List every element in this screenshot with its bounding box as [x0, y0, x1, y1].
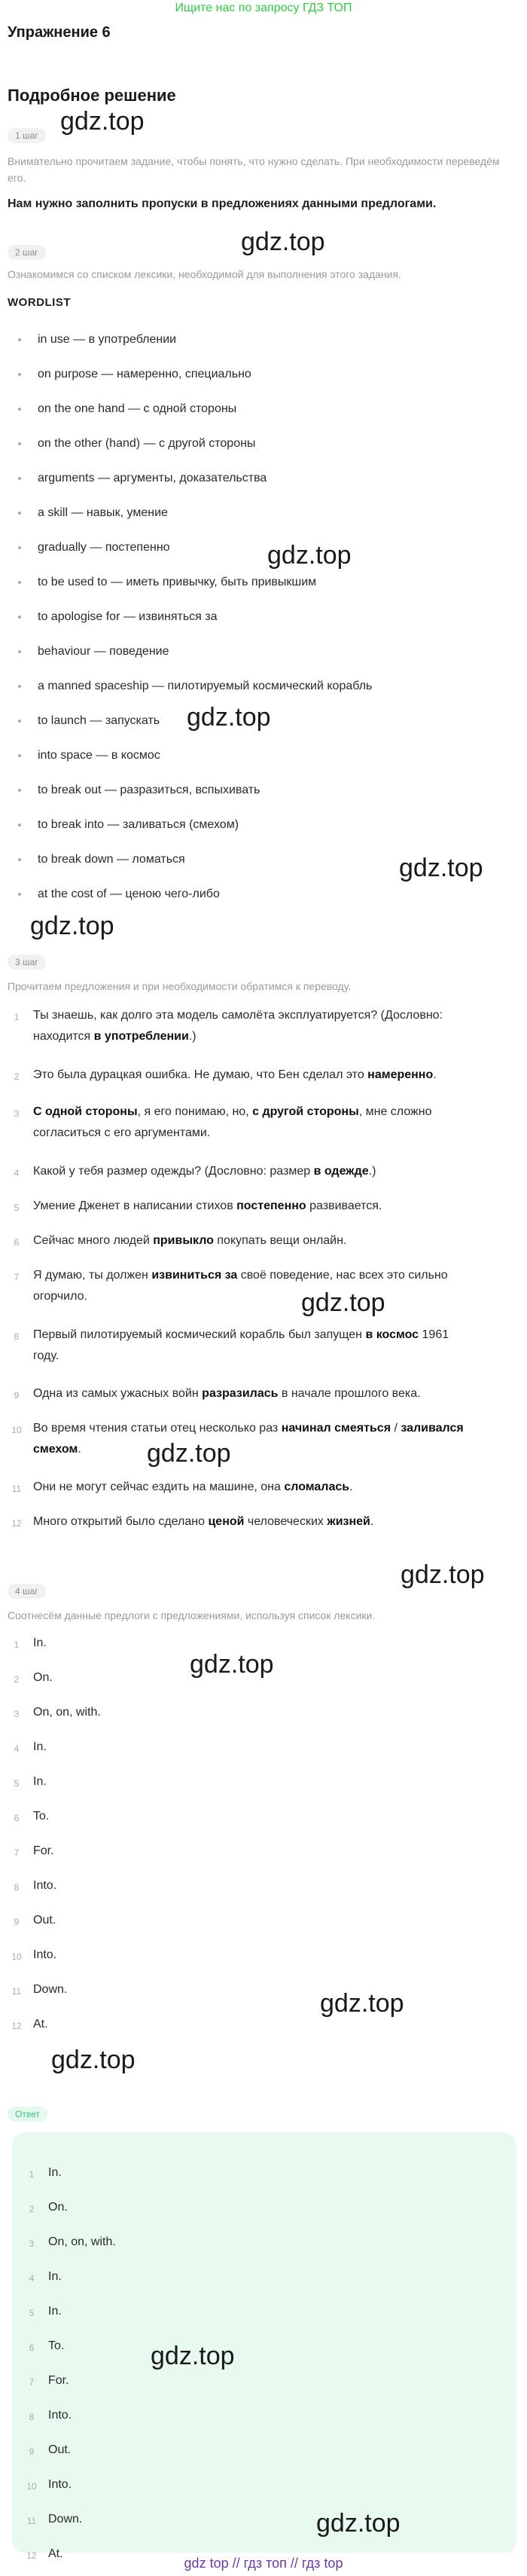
item-number: 2 [29, 2204, 35, 2214]
bullet-icon [18, 789, 21, 792]
wordlist-item-text: on purpose — намеренно, специально [38, 368, 251, 380]
wordlist-item-text: to be used to — иметь привычку, быть привыкшим [38, 576, 317, 588]
answer-item [23, 2509, 527, 2530]
wordlist-item-text: to apologise for — извиняться за [38, 610, 218, 623]
answer-text: In. [33, 1740, 47, 1753]
item-number: 6 [29, 2342, 35, 2353]
wordlist-item-text: to break out — разразиться, вспыхивать [38, 784, 260, 796]
item-number: 4 [14, 1743, 20, 1754]
answer-item [23, 2301, 527, 2322]
bullet-icon [18, 581, 21, 584]
answer-badge: Ответ [8, 2107, 47, 2122]
answer-text: In. [33, 1775, 47, 1788]
wordlist-item-text: to launch — запускать [38, 714, 160, 727]
answer-text: Down. [33, 1983, 68, 1996]
step-badge: 3 шаг [8, 955, 46, 970]
sentence-12: 12 Много открытий было сделано ценой человеческих жизней. [11, 1515, 374, 1529]
bullet-icon [18, 546, 21, 549]
answer-item [23, 2162, 527, 2183]
wordlist-item [15, 469, 512, 488]
footer-links[interactable]: gdz top // гдз топ // гдз top [184, 2556, 343, 2571]
step-instruction: Прочитаем предложения и при необходимости обратимся к переводу. [8, 980, 352, 992]
item-number: 9 [14, 1917, 20, 1927]
bullet-icon [18, 512, 21, 515]
bullet-icon [18, 824, 21, 827]
top-banner[interactable]: Ищите нас по запросу ГДЗ ТОП [175, 2, 352, 14]
watermark: gdz.top [320, 1989, 404, 2018]
answer-text: For. [33, 1844, 54, 1857]
wordlist-item [15, 434, 512, 454]
sentence-10: 10 Во время чтения статьи отец несколько раз начинал смеяться / заливался смехом. [11, 1422, 464, 1456]
wordlist-item [15, 815, 512, 835]
sentence-3: 3 С одной стороны, я его понимаю, но, с другой стороны, мне сложно согласиться с его аргументами. [14, 1105, 432, 1139]
item-number: 1 [29, 2169, 35, 2180]
wordlist-item [15, 677, 512, 696]
answer-item [8, 1702, 519, 1723]
wordlist-item-text: into space — в космос [38, 749, 160, 762]
answer-text: At. [33, 2018, 48, 2031]
wordlist-item [15, 642, 512, 662]
answer-text: Out. [48, 2443, 72, 2456]
watermark: gdz.top [51, 2046, 136, 2074]
answer-text: Into. [33, 1879, 57, 1892]
answer-text: On. [33, 1671, 53, 1684]
watermark: gdz.top [399, 854, 483, 882]
answer-text: Into. [48, 2478, 72, 2491]
watermark: gdz.top [30, 912, 114, 940]
step-badge: 1 шаг [8, 128, 46, 143]
sentence-9: 9 Одна из самых ужасных войн разразилась в начале прошлого века. [14, 1387, 421, 1401]
bullet-icon [18, 650, 21, 653]
wordlist-item-text: gradually — постепенно [38, 541, 170, 554]
item-number: 9 [29, 2446, 35, 2457]
step-badge: 2 шаг [8, 245, 46, 260]
answer-text: In. [48, 2270, 62, 2283]
bullet-icon [18, 373, 21, 376]
answer-item [23, 2336, 527, 2357]
bullet-icon [18, 616, 21, 619]
answer-item [23, 2197, 527, 2218]
answer-item [8, 1910, 519, 1931]
bullet-icon [18, 754, 21, 757]
bullet-icon [18, 338, 21, 341]
bullet-icon [18, 720, 21, 723]
answer-item [8, 1806, 519, 1827]
item-number: 7 [29, 2377, 35, 2388]
bullet-icon [18, 477, 21, 480]
bullet-icon [18, 858, 21, 861]
watermark: gdz.top [301, 1288, 385, 1317]
item-number: 12 [26, 2550, 37, 2561]
answer-item [8, 1875, 519, 1896]
item-number: 7 [14, 1847, 20, 1858]
answer-text: Down. [48, 2513, 83, 2526]
sentence-6: 6 Сейчас много людей привыкло покупать вещи онлайн. [14, 1234, 347, 1248]
wordlist-item [15, 885, 512, 904]
wordlist-item-text: to break down — ломаться [38, 853, 185, 866]
bullet-icon [18, 685, 21, 688]
answer-item [8, 1737, 519, 1758]
item-number: 3 [14, 1709, 20, 1719]
answer-text: On. [48, 2201, 68, 2214]
sentence-7: 7 Я думаю, ты должен извиниться за своё поведение, нас всех это сильно огорчило. [14, 1269, 448, 1303]
answer-item [23, 2266, 527, 2287]
answer-text: On, on, with. [48, 2235, 116, 2248]
watermark: gdz.top [60, 107, 145, 136]
item-number: 10 [26, 2481, 37, 2492]
wordlist-item [15, 746, 512, 765]
answer-item [8, 2014, 519, 2035]
answer-item [8, 1979, 519, 2000]
step-instruction: Соотнесём данные предлоги с предложениями, используя список лексики. [8, 1609, 376, 1621]
answer-text: In. [48, 2305, 62, 2318]
bullet-icon [18, 442, 21, 445]
step-instruction: Ознакомимся со списком лексики, необходимой для выполнения этого задания. [8, 268, 401, 280]
item-number: 1 [14, 1639, 20, 1650]
answer-text: Out. [33, 1914, 56, 1927]
answer-text: To. [48, 2339, 65, 2352]
watermark: gdz.top [187, 703, 271, 732]
item-number: 3 [29, 2238, 35, 2249]
wordlist-item [15, 607, 512, 627]
watermark: gdz.top [151, 2342, 235, 2370]
wordlist-item-text: on the one hand — с одной стороны [38, 402, 237, 415]
step-instruction: Внимательно прочитаем задание, чтобы понять, что нужно сделать. При необходимости переведём его. [8, 155, 500, 184]
watermark: gdz.top [267, 541, 352, 570]
wordlist-item [15, 538, 512, 558]
answer-text: For. [48, 2374, 69, 2387]
wordlist-item-text: behaviour — поведение [38, 645, 169, 658]
watermark: gdz.top [401, 1560, 485, 1589]
wordlist-item [15, 781, 512, 800]
answer-item [23, 2405, 527, 2426]
bullet-icon [18, 893, 21, 896]
answer-text: At. [48, 2547, 63, 2560]
answer-item [23, 2232, 527, 2253]
item-number: 11 [11, 1986, 22, 1997]
wordlist-item [15, 573, 512, 592]
answer-text: In. [48, 2166, 62, 2179]
page-title: Упражнение 6 [8, 24, 111, 41]
answer-text: Into. [48, 2409, 72, 2422]
wordlist-item [15, 399, 512, 419]
item-number: 2 [14, 1674, 20, 1685]
wordlist-item-text: a skill — навык, умение [38, 506, 168, 519]
answer-text: In. [33, 1636, 47, 1649]
answer-text: Into. [33, 1948, 57, 1961]
item-number: 12 [11, 2021, 22, 2031]
item-number: 5 [14, 1778, 20, 1789]
item-number: 11 [26, 2516, 37, 2526]
item-number: 5 [29, 2308, 35, 2318]
answer-text: On, on, with. [33, 1706, 101, 1719]
section-title: Подробное решение [8, 86, 176, 105]
item-number: 10 [11, 1951, 22, 1962]
item-number: 8 [29, 2412, 35, 2422]
wordlist-item-text: arguments — аргументы, доказательства [38, 472, 267, 484]
answer-item [8, 1771, 519, 1792]
wordlist-item-text: a manned spaceship — пилотируемый космический корабль [38, 680, 373, 692]
sentence-4: 4 Какой у тебя размер одежды? (Дословно: размер в одежде.) [14, 1165, 376, 1178]
wordlist-item-text: at the cost of — ценою чего-либо [38, 888, 220, 900]
answer-item [23, 2474, 527, 2495]
sentence-11: 11 Они не могут сейчас ездить на машине, она сломалась. [11, 1481, 353, 1494]
watermark: gdz.top [190, 1650, 274, 1679]
answer-item [23, 2440, 527, 2461]
wordlist-item-text: in use — в употреблении [38, 333, 177, 346]
wordlist-item-text: to break into — заливаться (смехом) [38, 818, 239, 831]
sentence-1: 1 Ты знаешь, как долго эта модель самолёта эксплуатируется? (Дословно: находится в употреблении.) [14, 1009, 443, 1043]
watermark: gdz.top [241, 228, 325, 256]
watermark: gdz.top [147, 1439, 231, 1468]
wordlist-item [15, 365, 512, 384]
bullet-icon [18, 408, 21, 411]
item-number: 6 [14, 1813, 20, 1823]
sentence-5: 5 Умение Дженет в написании стихов постепенно развивается. [14, 1199, 382, 1213]
wordlist-item [15, 503, 512, 523]
wordlist-title: WORDLIST [8, 296, 71, 309]
sentence-8: 8 Первый пилотируемый космический корабль был запущен в космос 1961 году. [14, 1328, 449, 1362]
watermark: gdz.top [316, 2509, 401, 2538]
answer-item [8, 1945, 519, 1966]
wordlist-item [15, 330, 512, 350]
sentence-2: 2 Это была дурацкая ошибка. Не думаю, что Бен сделал это намеренно. [14, 1068, 437, 1082]
answer-item [23, 2370, 527, 2391]
answer-text: To. [33, 1810, 50, 1823]
item-number: 8 [14, 1882, 20, 1893]
answer-item [8, 1841, 519, 1862]
step-statement: Нам нужно заполнить пропуски в предложениях данными предлогами. [8, 197, 437, 210]
step-badge: 4 шаг [8, 1584, 46, 1599]
item-number: 4 [29, 2273, 35, 2284]
wordlist-item-text: on the other (hand) — с другой стороны [38, 437, 256, 450]
